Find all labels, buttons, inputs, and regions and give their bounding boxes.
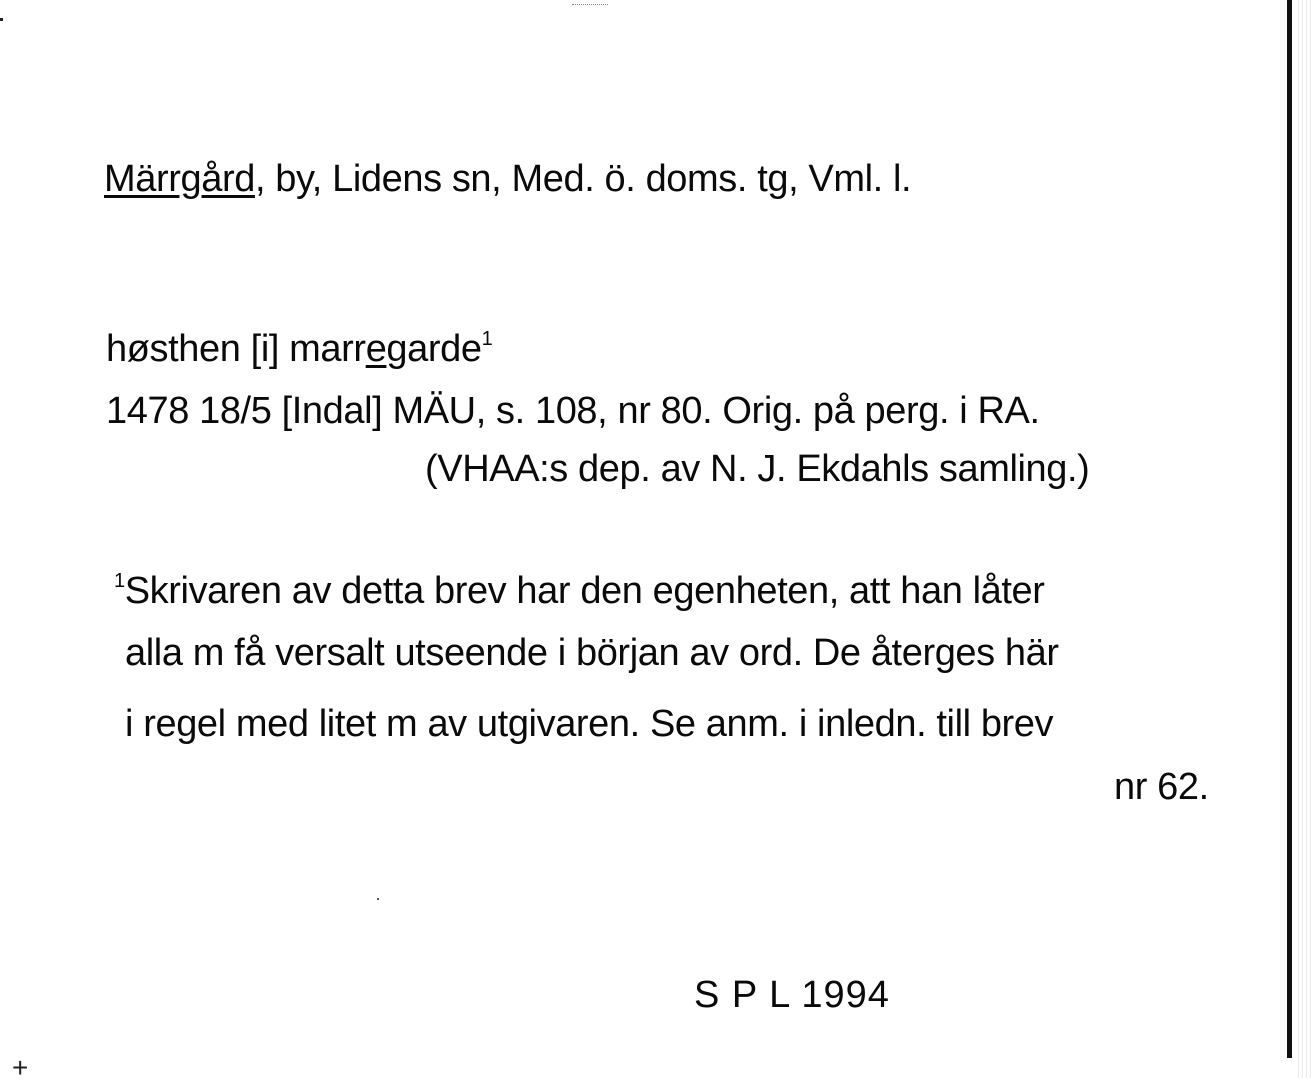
scan-speck [377,898,379,900]
attested-form: høsthen [i] marregarde$^1$ [106,328,493,370]
scan-dot [0,18,3,21]
source-line: 1478 18/5 [Indal] MÄU, s. 108, nr 80. Orig. på perg. i RA. [106,390,1040,432]
footnote-line-1: $^1$Skrivaren av detta brev har den egenheten, att han låter [114,570,1045,612]
scan-mark-top [572,4,608,6]
scan-edge-shadow [1295,0,1314,1078]
footnote-line-4: nr 62. [1114,766,1209,808]
place-name: Märrgård [104,158,255,200]
footnote-ref: 1 [481,328,493,350]
crop-mark-icon: + [12,1052,29,1083]
footnote-marker: 1 [114,570,125,592]
card-heading [104,160,911,198]
card-right-edge [1287,0,1292,1058]
footnote-line-3: i regel med litet m av utgivaren. Se anm. i inledn. till brev [125,703,1054,745]
signature: S P L 1994 [694,974,890,1016]
heading-details: , by, Lidens sn, Med. ö. doms. tg, Vml. l. [254,158,912,200]
source-continuation: (VHAA:s dep. av N. J. Ekdahls samling.) [425,448,1090,490]
footnote-line-2: alla m få versalt utseende i början av ord. De återges här [125,632,1059,674]
